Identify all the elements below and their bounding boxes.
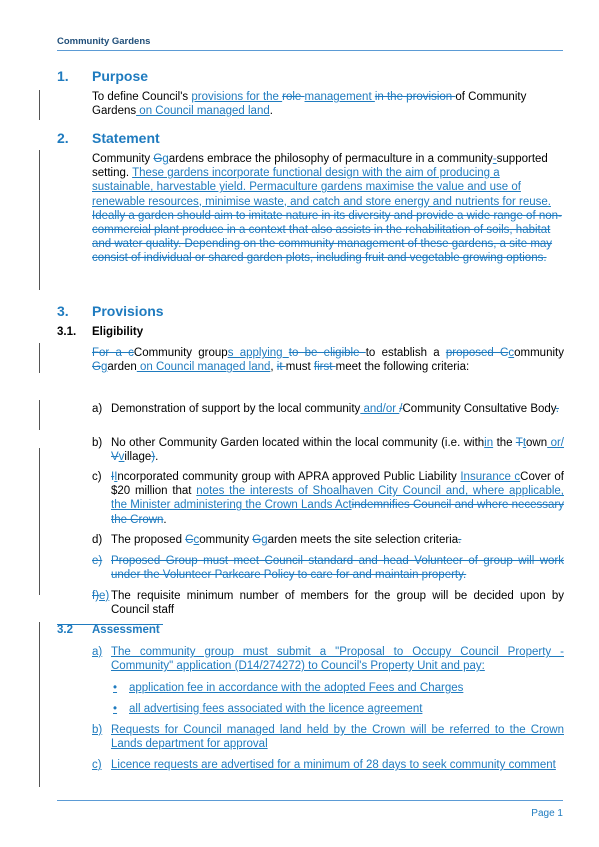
footer-rule [57, 800, 563, 801]
purpose-paragraph: To define Council's provisions for the role management in the provision of Community Gardens on Council managed land. [92, 91, 527, 118]
change-bar [39, 90, 40, 120]
section-title: Statement [92, 130, 160, 146]
change-bar [39, 400, 40, 430]
criteria-item-d: d) The proposed Ccommunity Ggarden meets the site selection criteria. [92, 534, 462, 546]
change-bar [39, 470, 40, 595]
subsection-number: 3.1. [57, 326, 77, 338]
change-bar [39, 622, 40, 787]
change-bar [39, 343, 40, 373]
criteria-item-b: b) No other Community Garden located within the local community (i.e. within the Ttown or/ Vvillage). [92, 437, 565, 464]
running-header: Community Gardens [57, 36, 563, 51]
subsection-number: 3.2 [57, 624, 73, 636]
section-title: Provisions [92, 303, 164, 319]
assessment-item-b: b) Requests for Council managed land held by the Crown will be referred to the Crown Lands department for approval [92, 724, 564, 751]
assessment-item-a: a) The community group must submit a "Proposal to Occupy Council Property - Community" application (D14/274272) to Council's Property Unit and pay: [92, 646, 564, 673]
section-title: Purpose [92, 68, 149, 84]
assessment-bullet: • all advertising fees associated with the licence agreement [113, 703, 423, 715]
criteria-item-c: c) IIncorporated community group with APRA approved Public Liability Insurance cCover of $20 million that notes the interests of Shoalhaven City Council and, where applicable, the Minister administering the Crown Lands Actindemnifies Council and where necessary the Crown. [92, 471, 564, 526]
criteria-item-e: e) Proposed Group must meet Council standard and head Volunteer of group will work under the Volunteer Parkcare Policy to care for and maintain property. [92, 555, 564, 582]
page-number: Page 1 [531, 808, 563, 819]
section-number: 3. [57, 303, 69, 319]
section-number: 2. [57, 130, 69, 146]
assessment-item-c: c) Licence requests are advertised for a minimum of 28 days to seek community comment [92, 759, 556, 771]
section-number: 1. [57, 68, 69, 84]
assessment-bullet: • application fee in accordance with the adopted Fees and Charges [113, 682, 464, 694]
criteria-item-a: a) Demonstration of support by the local community and/or /Community Consultative Body. [92, 403, 559, 415]
change-bar [39, 150, 40, 290]
eligibility-intro: For a cCommunity groups applying to be eligible to establish a proposed Ccommunity Ggarden on Council managed land, it must first meet the following criteria: [92, 347, 564, 374]
subsection-heading-assessment [57, 624, 163, 636]
subsection-title: Eligibility [92, 326, 144, 338]
subsection-title: Assessment [92, 624, 160, 636]
statement-paragraph: Community Ggardens embrace the philosophy of permaculture in a community-supported setting. These gardens incorporate functional design with the aim of producing a sustainable, harvestable yield. Permaculture gardens maximise the value and use of renewable resources, minimise waste, and catch and store energy and nutrients for reuse. Ideally a garden should aim to imitate nature in its diversity and provide a wide range of non-commercial plant produce in a context that also assists in the rehabilitation of soils, habitat and water quality. Depending on the community management of these gardens, a site may consist of individual or shared garden plots, including fruit and vegetable growing options. [92, 153, 562, 265]
criteria-item-f: f)e) The requisite minimum number of members for the group will be decided upon by Council staff [92, 590, 564, 617]
